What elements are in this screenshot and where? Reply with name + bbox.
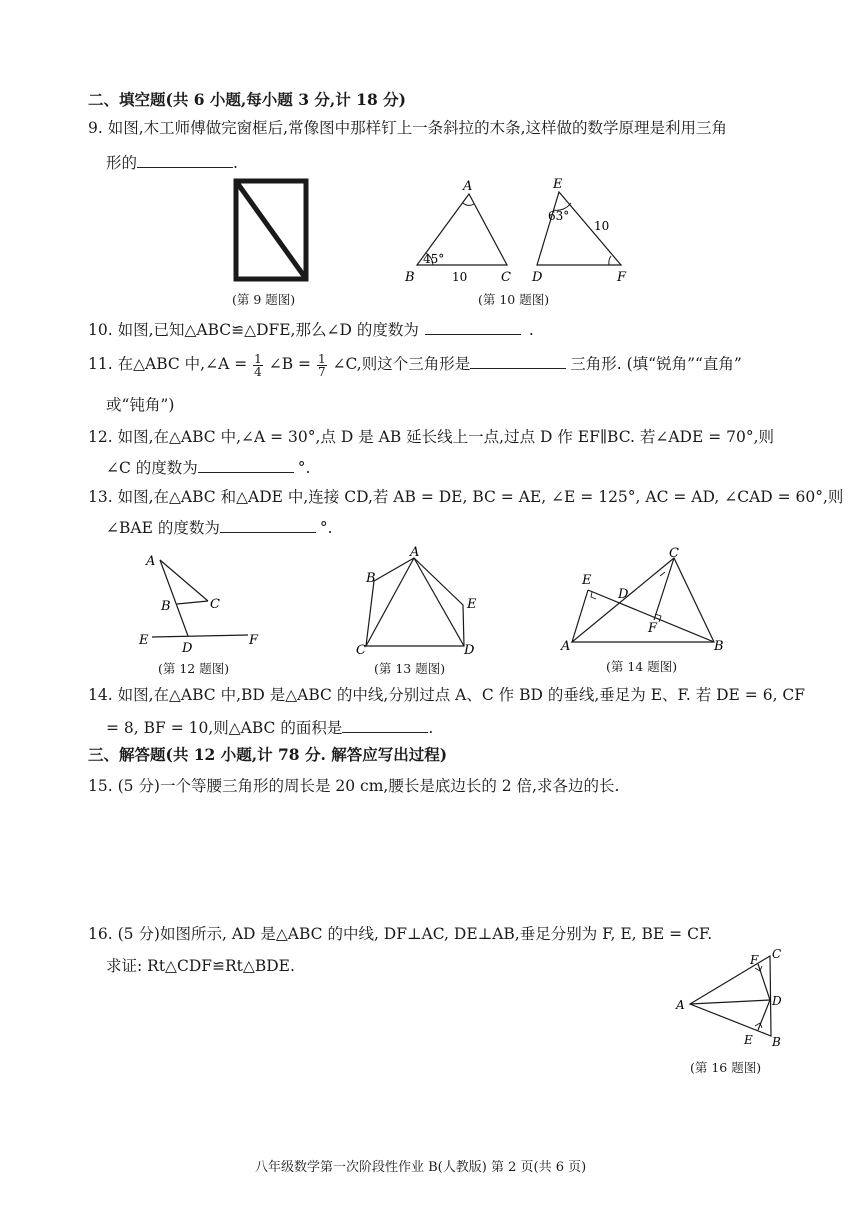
question-12-prefix: ∠C 的度数为 <box>106 459 198 477</box>
fig10-angle-b: 45° <box>423 252 445 266</box>
figure-14-triangle-median <box>556 544 732 656</box>
figure-12-caption: (第 12 题图) <box>158 661 230 676</box>
fig16-label-d: D <box>772 994 782 1008</box>
fig10-label-a: A <box>463 179 473 194</box>
question-14-text: 14. 如图,在△ABC 中,BD 是△ABC 的中线,分别过点 A、C 作 BD 的垂线,垂足为 E、F. 若 DE = 6, CF <box>88 686 806 704</box>
answer-blank-14[interactable] <box>342 716 428 733</box>
fig16-label-e: E <box>744 1033 753 1047</box>
fig10-side-bc: 10 <box>452 270 468 284</box>
fig10-label-b: B <box>405 270 415 285</box>
fig16-label-f: F <box>750 953 759 967</box>
figure-16-triangle-perpendiculars <box>670 944 790 1054</box>
figure-9-caption: (第 9 题图) <box>232 292 296 307</box>
question-11 <box>88 352 742 378</box>
question-13-prefix: ∠BAE 的度数为 <box>106 519 220 537</box>
question-10-suffix: . <box>528 321 534 339</box>
question-16-text: 16. (5 分)如图所示, AD 是△ABC 的中线, DF⊥AC, DE⊥AB,垂足分别为 F, E, BE = CF. <box>88 925 713 943</box>
question-13-line2 <box>106 516 333 539</box>
fig10-side-ef: 10 <box>594 219 610 233</box>
fraction-one-quarter: $\frac{1}{4}$ <box>254 351 262 379</box>
question-14-prefix: = 8, BF = 10,则△ABC 的面积是 <box>106 719 343 737</box>
question-15-text: 15. (5 分)一个等腰三角形的周长是 20 cm,腰长是底边长的 2 倍,求各边的长. <box>88 777 620 795</box>
fig10-label-f: F <box>617 270 627 285</box>
fig10-label-d: D <box>532 270 543 285</box>
question-9-line2 <box>106 151 238 174</box>
fig16-label-b: B <box>772 1035 781 1049</box>
fig14-label-d: D <box>618 587 629 602</box>
fig13-label-e: E <box>467 597 477 612</box>
question-11-line2: 或“钝角”) <box>106 396 175 414</box>
question-12-line2 <box>106 456 310 479</box>
question-16-line2: 求证: Rt△CDF≌Rt△BDE. <box>106 957 295 975</box>
question-10-text: 10. 如图,已知△ABC≌△DFE,那么∠D 的度数为 <box>88 321 419 339</box>
question-12-suffix: °. <box>297 459 311 477</box>
fig16-label-a: A <box>676 998 685 1012</box>
page-footer: 八年级数学第一次阶段性作业 B(人教版) 第 2 页(共 6 页) <box>255 1160 587 1175</box>
fig10-label-e: E <box>553 177 563 192</box>
fig14-label-e: E <box>582 573 592 588</box>
fig10-angle-e: 63° <box>548 209 570 223</box>
answer-blank-10[interactable] <box>425 318 521 335</box>
question-12-text: 12. 如图,在△ABC 中,∠A = 30°,点 D 是 AB 延长线上一点,过点 D 作 EF∥BC. 若∠ADE = 70°,则 <box>88 428 775 446</box>
answer-blank-12[interactable] <box>198 456 294 473</box>
fig12-label-c: C <box>210 597 220 612</box>
section-title-fill-in: 二、填空题(共 6 小题,每小题 3 分,计 18 分) <box>88 90 406 109</box>
fig13-label-a: A <box>410 545 420 560</box>
question-14-line2 <box>106 716 433 739</box>
question-14-suffix: . <box>428 719 434 737</box>
question-11-text-d: 三角形. (填“锐角”“直角” <box>570 355 742 373</box>
fig12-label-f: F <box>249 633 259 648</box>
question-9-suffix: . <box>233 154 238 172</box>
figure-13-pentagon <box>352 542 492 658</box>
answer-blank-11[interactable] <box>470 352 566 369</box>
fig16-label-c: C <box>772 947 782 961</box>
question-9-prefix: 形的 <box>106 154 138 172</box>
fig14-label-f: F <box>648 621 658 636</box>
figure-10-triangles <box>395 172 635 290</box>
fig13-label-c: C <box>356 643 366 658</box>
question-13-text: 13. 如图,在△ABC 和△ADE 中,连接 CD,若 AB = DE, BC = AE, ∠E = 125°, AC = AD, ∠CAD = 60°,则 <box>88 488 844 506</box>
figure-10-caption: (第 10 题图) <box>478 292 550 307</box>
figure-12-parallel-lines <box>134 546 274 658</box>
answer-blank-13[interactable] <box>220 516 316 533</box>
fig14-label-a: A <box>561 639 571 654</box>
fraction-one-seventh: $\frac{1}{7}$ <box>317 351 326 379</box>
fig12-label-a: A <box>146 554 156 569</box>
fig13-label-b: B <box>366 571 376 586</box>
section-title-answer: 三、解答题(共 12 小题,计 78 分. 解答应写出过程) <box>88 745 448 764</box>
figure-9-window-frame <box>230 178 312 286</box>
figure-16-caption: (第 16 题图) <box>690 1060 762 1075</box>
question-10 <box>88 318 534 341</box>
figure-13-caption: (第 13 题图) <box>374 661 446 676</box>
fig10-label-c: C <box>501 270 511 285</box>
answer-area-15[interactable] <box>88 805 778 915</box>
question-11-text-c: ∠C,则这个三角形是 <box>332 355 471 373</box>
fig12-label-d: D <box>182 641 193 656</box>
question-9-text: 9. 如图,木工师傅做完窗框后,常像图中那样钉上一条斜拉的木条,这样做的数学原理是利用三角 <box>88 119 727 137</box>
fig12-label-e: E <box>139 633 149 648</box>
question-11-text-b: ∠B = <box>268 355 311 373</box>
fig14-label-b: B <box>714 639 724 654</box>
fig14-label-c: C <box>669 546 679 561</box>
fig13-label-d: D <box>464 643 475 658</box>
question-13-suffix: °. <box>319 519 333 537</box>
fig12-label-b: B <box>161 599 171 614</box>
question-11-text-a: 11. 在△ABC 中,∠A = <box>88 355 248 373</box>
answer-blank-9[interactable] <box>137 151 233 168</box>
figure-14-caption: (第 14 题图) <box>606 659 678 674</box>
